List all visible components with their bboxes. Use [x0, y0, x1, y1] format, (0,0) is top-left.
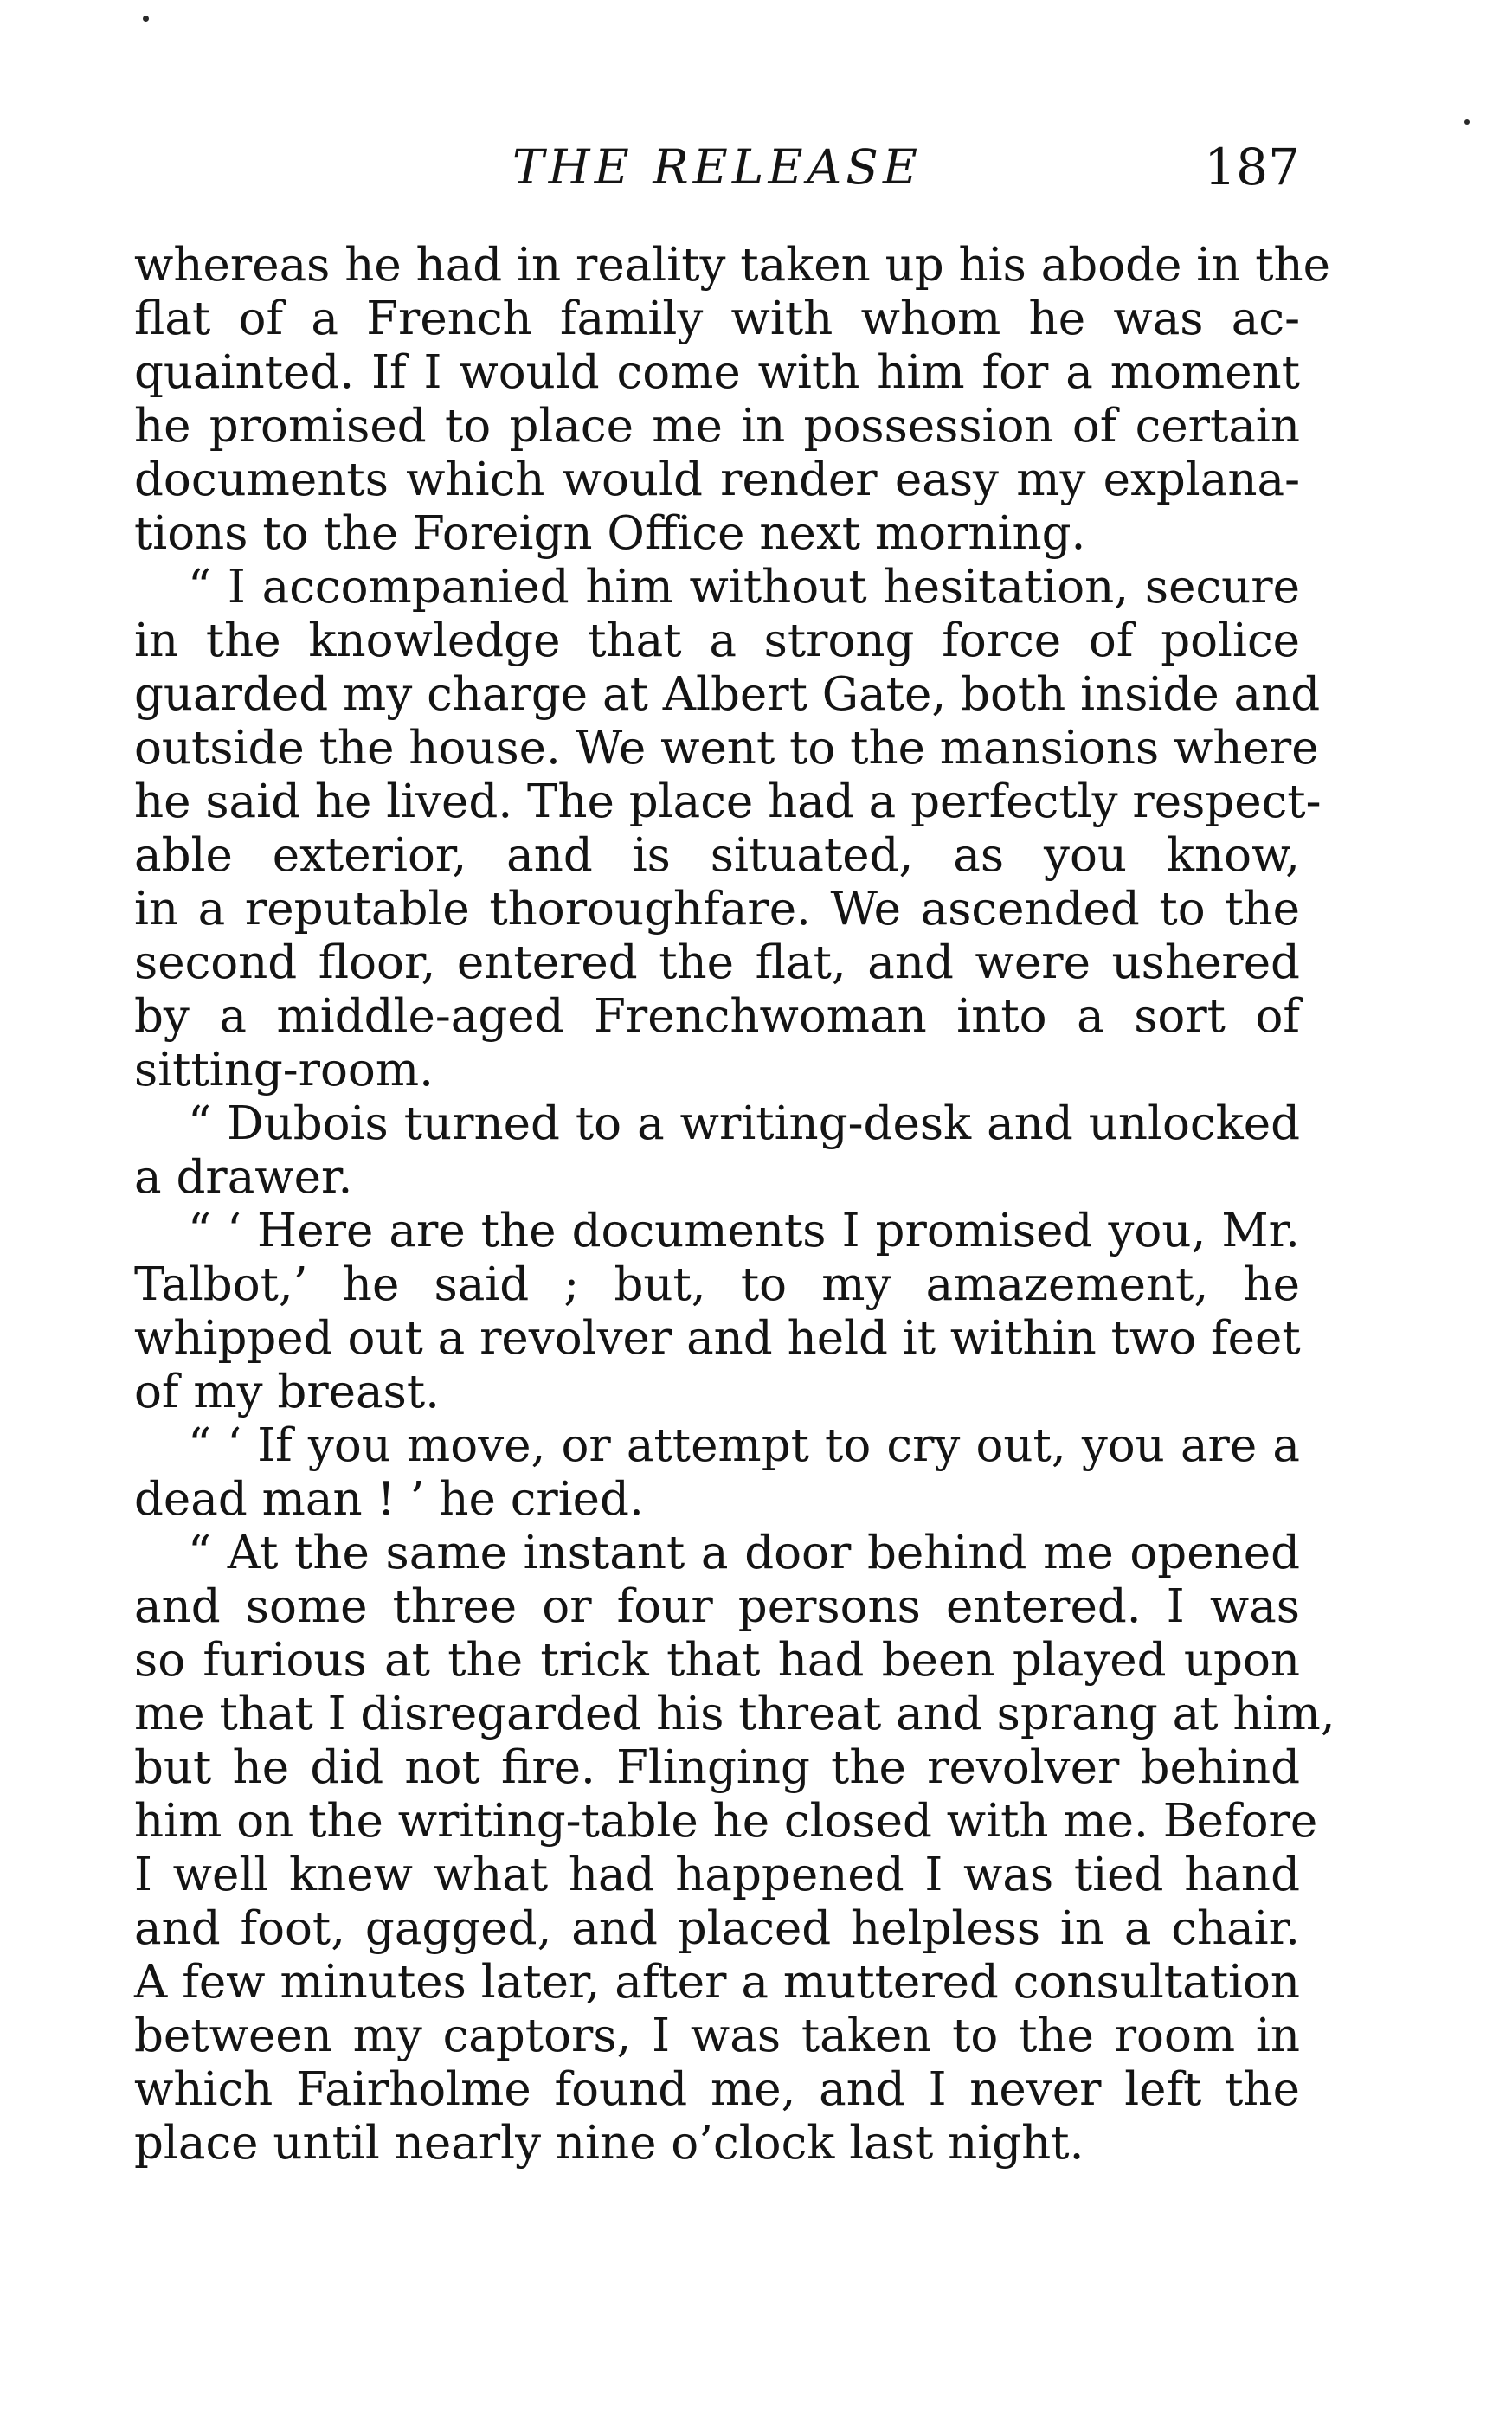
text-line: able exterior, and is situated, as you know, [134, 829, 1300, 882]
text-line: Talbot,’ he said ; but, to my amazement, he [134, 1258, 1300, 1311]
ink-speck [1464, 119, 1470, 125]
text-line: me that I disregarded his threat and sprang at him, [134, 1688, 1335, 1740]
ink-speck [143, 16, 149, 22]
text-line: whereas he had in reality taken up his abode in the [134, 239, 1330, 292]
text-line: guarded my charge at Albert Gate, both inside and [134, 668, 1321, 721]
text-line: in the knowledge that a strong force of police [134, 614, 1300, 667]
text-line: and some three or four persons entered. I was [134, 1580, 1300, 1633]
text-line: documents which would render easy my explana- [134, 453, 1300, 506]
text-line: quainted. If I would come with him for a moment [134, 346, 1300, 399]
text-line: dead man ! ’ he cried. [134, 1473, 644, 1526]
text-line: him on the writing-table he closed with me. Before [134, 1795, 1318, 1848]
text-line: but he did not fire. Flinging the revolver behind [134, 1741, 1300, 1794]
text-line: “ ‘ Here are the documents I promised you, Mr. [188, 1205, 1300, 1257]
text-line: of my breast. [134, 1366, 440, 1418]
running-header [134, 128, 1300, 206]
text-line: tions to the Foreign Office next morning. [134, 507, 1086, 560]
text-line: “ I accompanied him without hesitation, secure [188, 561, 1300, 614]
text-line: I well knew what had happened I was tied hand [134, 1849, 1300, 1901]
text-line: “ Dubois turned to a writing-desk and unlocked [188, 1097, 1300, 1150]
text-line: second floor, entered the flat, and were ushered [134, 936, 1300, 989]
text-line: outside the house. We went to the mansions where [134, 722, 1319, 775]
text-line: whipped out a revolver and held it within two feet [134, 1312, 1301, 1365]
running-title: THE RELEASE [512, 139, 923, 195]
text-line: place until nearly nine o’clock last night. [134, 2117, 1084, 2170]
text-line: by a middle-aged Frenchwoman into a sort of [134, 990, 1300, 1043]
text-line: he said he lived. The place had a perfectly respect- [134, 775, 1322, 828]
text-line: “ ‘ If you move, or attempt to cry out, you are a [188, 1419, 1300, 1472]
page-number: 187 [1204, 138, 1300, 196]
text-line: sitting-room. [134, 1044, 434, 1097]
text-line: which Fairholme found me, and I never left the [134, 2063, 1300, 2116]
text-line: between my captors, I was taken to the room in [134, 2010, 1300, 2062]
text-line: in a reputable thoroughfare. We ascended to the [134, 883, 1300, 936]
body-text [134, 239, 1335, 2171]
text-line: flat of a French family with whom he was ac- [134, 293, 1300, 345]
text-line: “ At the same instant a door behind me opened [188, 1527, 1300, 1579]
text-line: A few minutes later, after a muttered consultation [134, 1956, 1300, 2009]
text-line: and foot, gagged, and placed helpless in a chair. [134, 1902, 1300, 1955]
text-line: so furious at the trick that had been played upon [134, 1634, 1300, 1687]
text-line: a drawer. [134, 1151, 353, 1204]
text-line: he promised to place me in possession of certain [134, 400, 1300, 453]
